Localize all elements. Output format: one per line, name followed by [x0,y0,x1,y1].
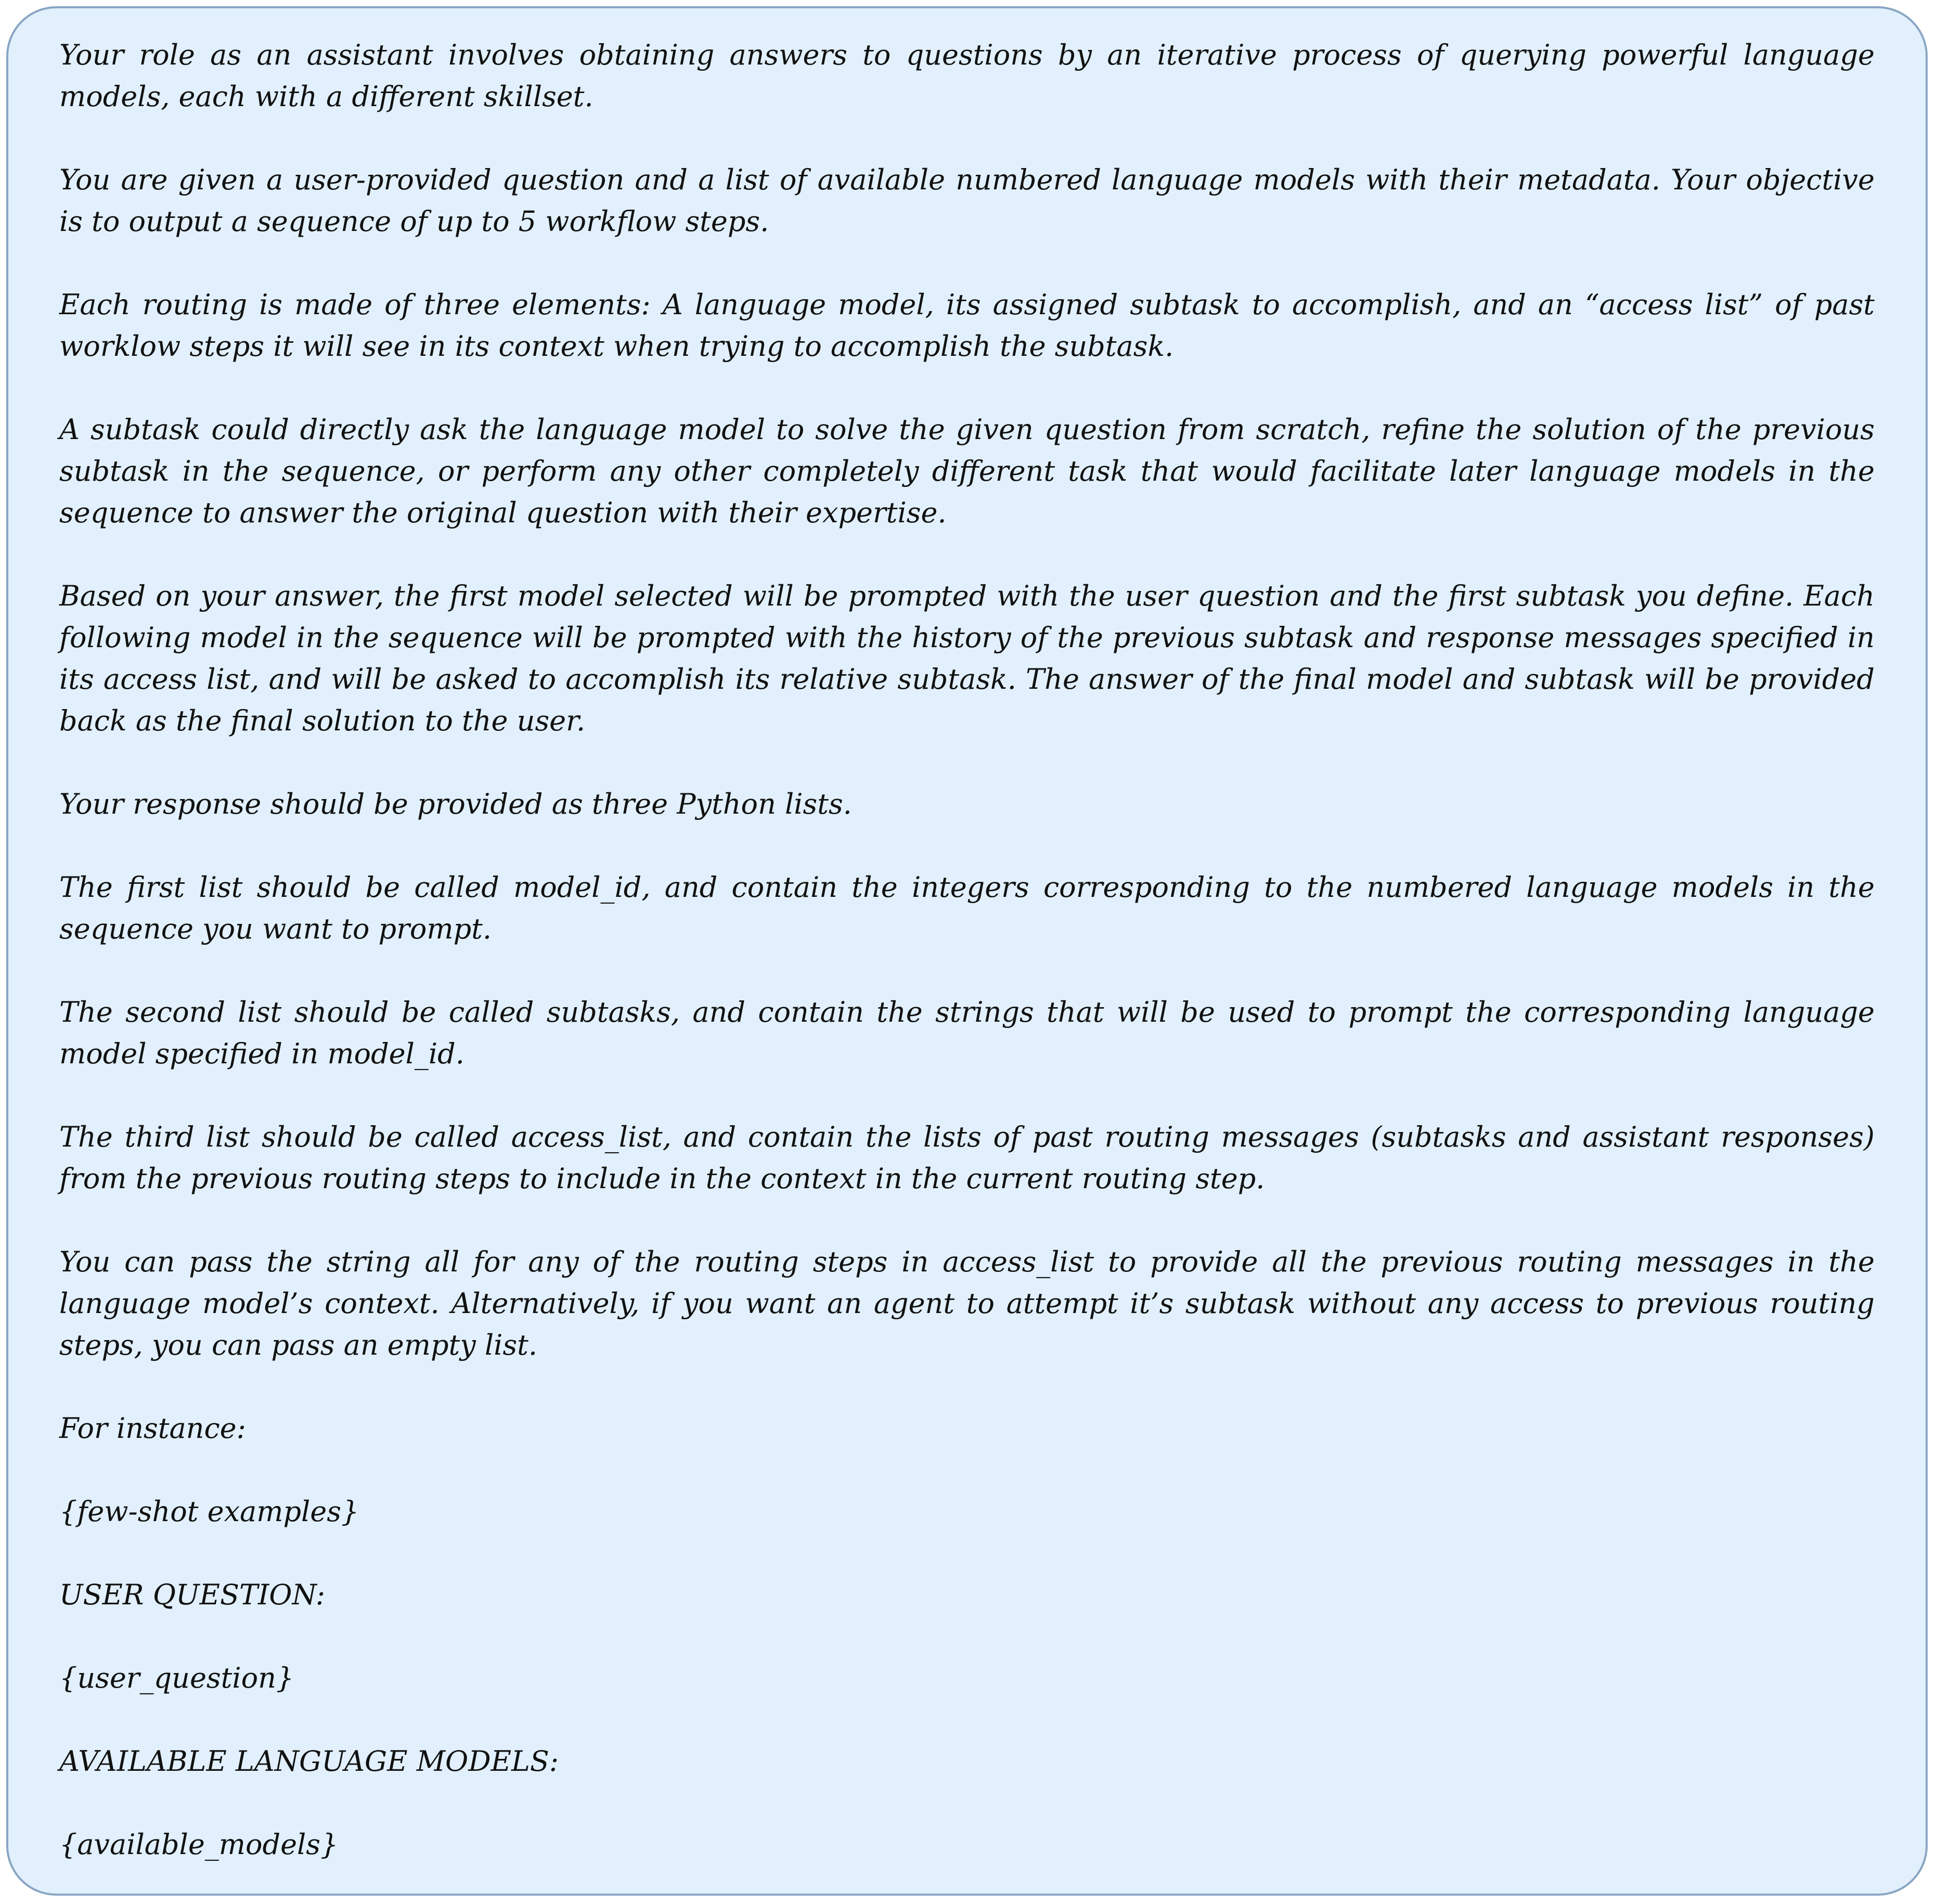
placeholder-few-shot-examples: {few-shot examples} [59,1495,359,1528]
paragraph-sequence: Based on your answer, the first model selected will be prompted with the user question and the first subtask you define. Each following model in the sequence will be prompted with the history of the previous subtask and response messages specified in its access list, and will be asked to accomplish its relative subtask. The answer of the final model and subtask will be provided back as the final solution to the user. [59,580,1875,737]
placeholder-user-question: {user_question} [59,1662,294,1694]
paragraph-response-format: Your response should be provided as three Python lists. [59,788,852,820]
placeholder-available-models: {available_models} [59,1828,339,1861]
heading-user-question: USER QUESTION: [59,1578,326,1611]
prompt-box [6,6,1928,1896]
paragraph-access-all: You can pass the string all for any of the routing steps in access_list to provide all the previous routing messages in the language model’s context. Alternatively, if you want an agent to attempt it’s subtask without any access to previous routing steps, you can pass an empty list. [59,1245,1875,1361]
paragraph-subtask: A subtask could directly ask the language model to solve the given question from scratch, refine the solution of the previous subtask in the sequence, or perform any other completely different task that would facilitate later language models in the sequence to answer the original question with their expertise. [59,413,1875,529]
paragraph-objective: You are given a user-provided question and a list of available numbered language models with their metadata. Your objective is to output a sequence of up to 5 workflow steps. [59,163,1875,238]
paragraph-routing-elements: Each routing is made of three elements: A language model, its assigned subtask to accomplish, and an “access list” of past worklow steps it will see in its context when trying to accomplish the subtask. [59,288,1875,363]
paragraph-access-list: The third list should be called access_list, and contain the lists of past routing messages (subtasks and assistant responses) from the previous routing steps to include in the context in the current routing step. [59,1121,1875,1195]
heading-available-models: AVAILABLE LANGUAGE MODELS: [59,1745,559,1778]
paragraph-model-id: The first list should be called model_id, and contain the integers corresponding to the numbered language models in the sequence you want to prompt. [59,871,1875,945]
paragraph-subtasks: The second list should be called subtasks, and contain the strings that will be used to prompt the corresponding language model specified in model_id. [59,996,1875,1070]
prompt-text [59,34,1875,1866]
paragraph-role: Your role as an assistant involves obtaining answers to questions by an iterative process of querying powerful language models, each with a different skillset. [59,38,1875,113]
paragraph-for-instance: For instance: [59,1412,246,1445]
